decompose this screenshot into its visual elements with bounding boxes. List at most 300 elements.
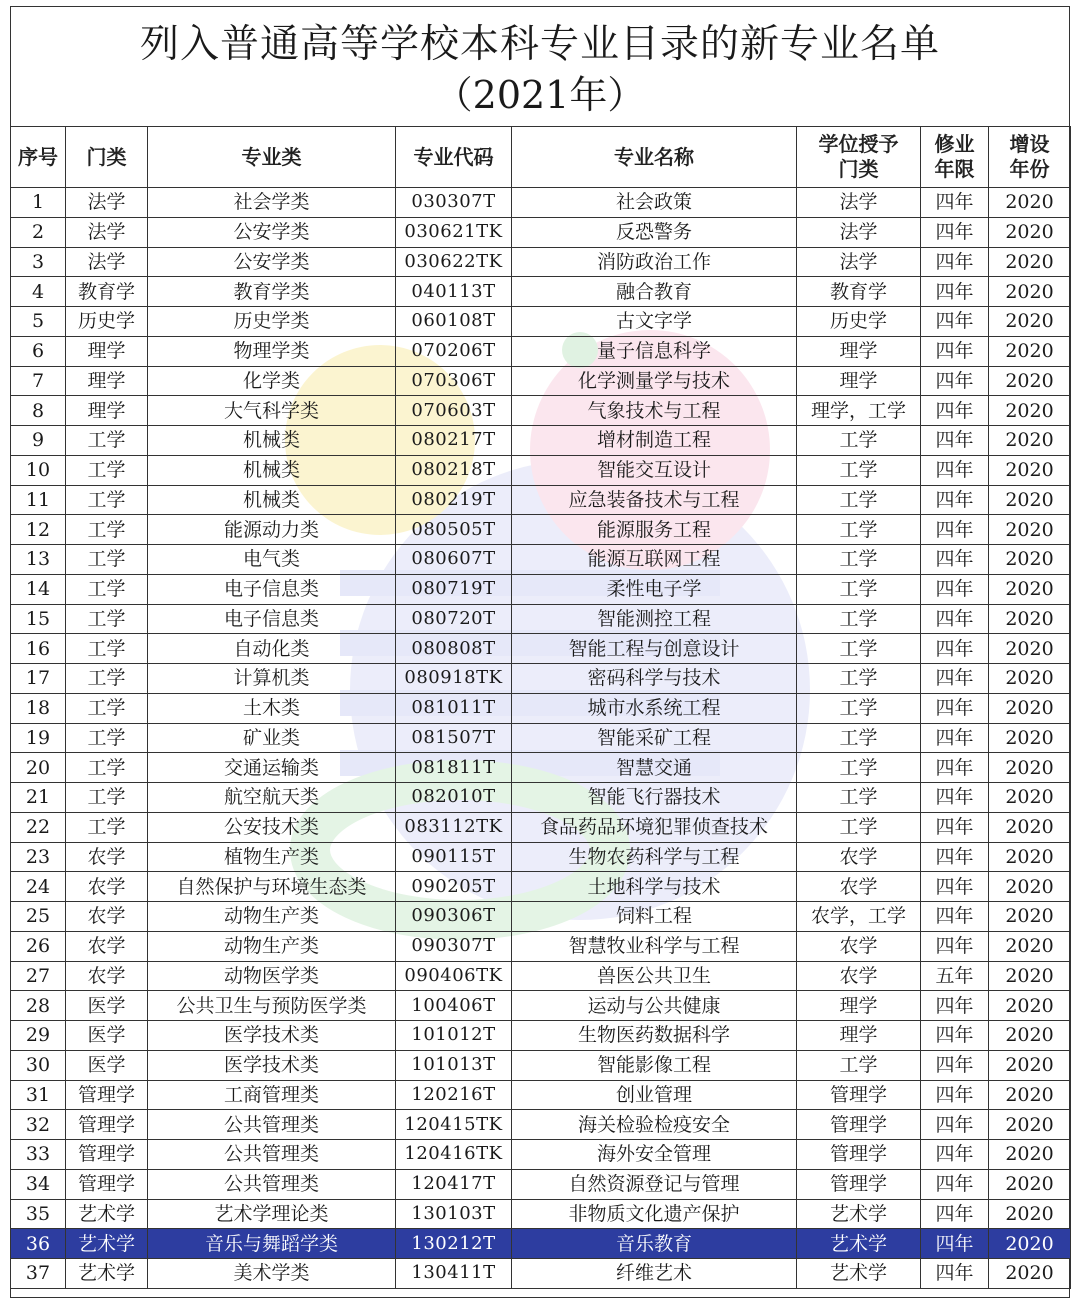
cell-seq: 25 bbox=[11, 902, 66, 932]
table-row bbox=[11, 1140, 1071, 1170]
cell-major-class: 动物生产类 bbox=[148, 931, 396, 961]
cell-major-class: 动物医学类 bbox=[148, 961, 396, 991]
cell-code: 081011T bbox=[396, 693, 512, 723]
cell-degree: 法学 bbox=[797, 247, 921, 277]
cell-seq: 33 bbox=[11, 1140, 66, 1170]
cell-code: 070306T bbox=[396, 366, 512, 396]
cell-major-class: 医学技术类 bbox=[148, 1050, 396, 1080]
cell-code: 080218T bbox=[396, 455, 512, 485]
cell-seq: 28 bbox=[11, 991, 66, 1021]
cell-major-class: 医学技术类 bbox=[148, 1021, 396, 1051]
cell-years: 四年 bbox=[921, 455, 989, 485]
cell-added: 2020 bbox=[989, 931, 1071, 961]
cell-major-class: 机械类 bbox=[148, 455, 396, 485]
cell-years: 四年 bbox=[921, 1080, 989, 1110]
cell-seq: 9 bbox=[11, 426, 66, 456]
page-subtitle: （2021年） bbox=[434, 73, 646, 117]
cell-years: 五年 bbox=[921, 961, 989, 991]
cell-code: 083112TK bbox=[396, 812, 512, 842]
cell-degree: 理学，工学 bbox=[797, 396, 921, 426]
cell-years: 四年 bbox=[921, 634, 989, 664]
cell-name: 创业管理 bbox=[512, 1080, 797, 1110]
cell-added: 2020 bbox=[989, 307, 1071, 337]
cell-added: 2020 bbox=[989, 366, 1071, 396]
cell-seq: 36 bbox=[11, 1229, 66, 1259]
cell-degree: 农学，工学 bbox=[797, 902, 921, 932]
cell-seq: 5 bbox=[11, 307, 66, 337]
table-row bbox=[11, 812, 1071, 842]
table-row bbox=[11, 1050, 1071, 1080]
cell-degree: 艺术学 bbox=[797, 1229, 921, 1259]
cell-seq: 11 bbox=[11, 485, 66, 515]
cell-category: 管理学 bbox=[66, 1169, 148, 1199]
cell-code: 130212T bbox=[396, 1229, 512, 1259]
cell-code: 130103T bbox=[396, 1199, 512, 1229]
cell-added: 2020 bbox=[989, 961, 1071, 991]
cell-years: 四年 bbox=[921, 842, 989, 872]
cell-category: 医学 bbox=[66, 1050, 148, 1080]
cell-degree: 教育学 bbox=[797, 277, 921, 307]
cell-added: 2020 bbox=[989, 753, 1071, 783]
cell-name: 食品药品环境犯罪侦查技术 bbox=[512, 812, 797, 842]
cell-added: 2020 bbox=[989, 1169, 1071, 1199]
cell-seq: 31 bbox=[11, 1080, 66, 1110]
table-row bbox=[11, 753, 1071, 783]
table-row bbox=[11, 931, 1071, 961]
cell-category: 工学 bbox=[66, 693, 148, 723]
cell-category: 工学 bbox=[66, 574, 148, 604]
cell-code: 101012T bbox=[396, 1021, 512, 1051]
cell-major-class: 物理学类 bbox=[148, 336, 396, 366]
cell-category: 历史学 bbox=[66, 307, 148, 337]
cell-name: 海外安全管理 bbox=[512, 1140, 797, 1170]
cell-seq: 20 bbox=[11, 753, 66, 783]
cell-degree: 工学 bbox=[797, 812, 921, 842]
cell-major-class: 矿业类 bbox=[148, 723, 396, 753]
cell-major-class: 机械类 bbox=[148, 426, 396, 456]
cell-degree: 管理学 bbox=[797, 1169, 921, 1199]
cell-years: 四年 bbox=[921, 426, 989, 456]
cell-major-class: 教育学类 bbox=[148, 277, 396, 307]
table-row bbox=[11, 783, 1071, 813]
cell-code: 130411T bbox=[396, 1259, 512, 1289]
cell-years: 四年 bbox=[921, 693, 989, 723]
header-code: 专业代码 bbox=[396, 127, 512, 188]
cell-name: 智能飞行器技术 bbox=[512, 783, 797, 813]
cell-added: 2020 bbox=[989, 277, 1071, 307]
cell-added: 2020 bbox=[989, 991, 1071, 1021]
cell-category: 理学 bbox=[66, 366, 148, 396]
cell-years: 四年 bbox=[921, 664, 989, 694]
cell-seq: 13 bbox=[11, 545, 66, 575]
cell-name: 运动与公共健康 bbox=[512, 991, 797, 1021]
cell-major-class: 电子信息类 bbox=[148, 604, 396, 634]
cell-name: 智能采矿工程 bbox=[512, 723, 797, 753]
cell-added: 2020 bbox=[989, 545, 1071, 575]
cell-added: 2020 bbox=[989, 1050, 1071, 1080]
cell-major-class: 土木类 bbox=[148, 693, 396, 723]
cell-added: 2020 bbox=[989, 783, 1071, 813]
cell-category: 管理学 bbox=[66, 1110, 148, 1140]
cell-degree: 工学 bbox=[797, 426, 921, 456]
cell-name: 饲料工程 bbox=[512, 902, 797, 932]
cell-added: 2020 bbox=[989, 1021, 1071, 1051]
cell-name: 自然资源登记与管理 bbox=[512, 1169, 797, 1199]
table-row bbox=[11, 842, 1071, 872]
cell-category: 工学 bbox=[66, 664, 148, 694]
cell-seq: 23 bbox=[11, 842, 66, 872]
cell-degree: 工学 bbox=[797, 723, 921, 753]
cell-category: 艺术学 bbox=[66, 1259, 148, 1289]
cell-category: 管理学 bbox=[66, 1140, 148, 1170]
cell-name: 能源互联网工程 bbox=[512, 545, 797, 575]
cell-added: 2020 bbox=[989, 1259, 1071, 1289]
cell-degree: 工学 bbox=[797, 783, 921, 813]
cell-category: 工学 bbox=[66, 723, 148, 753]
cell-seq: 21 bbox=[11, 783, 66, 813]
cell-code: 090205T bbox=[396, 872, 512, 902]
cell-category: 工学 bbox=[66, 455, 148, 485]
cell-seq: 27 bbox=[11, 961, 66, 991]
cell-degree: 农学 bbox=[797, 872, 921, 902]
table-row bbox=[11, 515, 1071, 545]
cell-seq: 6 bbox=[11, 336, 66, 366]
cell-years: 四年 bbox=[921, 931, 989, 961]
cell-name: 反恐警务 bbox=[512, 217, 797, 247]
table-row bbox=[11, 1199, 1071, 1229]
cell-name: 气象技术与工程 bbox=[512, 396, 797, 426]
cell-years: 四年 bbox=[921, 336, 989, 366]
cell-name: 柔性电子学 bbox=[512, 574, 797, 604]
cell-code: 090306T bbox=[396, 902, 512, 932]
table-row bbox=[11, 277, 1071, 307]
cell-degree: 工学 bbox=[797, 634, 921, 664]
cell-degree: 工学 bbox=[797, 604, 921, 634]
cell-major-class: 公安技术类 bbox=[148, 812, 396, 842]
cell-years: 四年 bbox=[921, 247, 989, 277]
cell-major-class: 航空航天类 bbox=[148, 783, 396, 813]
table-row bbox=[11, 188, 1071, 218]
cell-code: 081507T bbox=[396, 723, 512, 753]
cell-code: 120416TK bbox=[396, 1140, 512, 1170]
cell-years: 四年 bbox=[921, 1169, 989, 1199]
table-row bbox=[11, 1229, 1071, 1259]
cell-years: 四年 bbox=[921, 1259, 989, 1289]
cell-degree: 工学 bbox=[797, 693, 921, 723]
cell-years: 四年 bbox=[921, 307, 989, 337]
cell-added: 2020 bbox=[989, 188, 1071, 218]
cell-category: 医学 bbox=[66, 991, 148, 1021]
cell-category: 农学 bbox=[66, 902, 148, 932]
cell-added: 2020 bbox=[989, 1199, 1071, 1229]
cell-category: 工学 bbox=[66, 604, 148, 634]
cell-name: 城市水系统工程 bbox=[512, 693, 797, 723]
cell-added: 2020 bbox=[989, 872, 1071, 902]
cell-degree: 农学 bbox=[797, 842, 921, 872]
cell-added: 2020 bbox=[989, 664, 1071, 694]
cell-added: 2020 bbox=[989, 693, 1071, 723]
cell-major-class: 公共管理类 bbox=[148, 1140, 396, 1170]
cell-name: 增材制造工程 bbox=[512, 426, 797, 456]
cell-added: 2020 bbox=[989, 1140, 1071, 1170]
cell-added: 2020 bbox=[989, 574, 1071, 604]
header-major-class: 专业类 bbox=[148, 127, 396, 188]
table-row bbox=[11, 693, 1071, 723]
cell-degree: 工学 bbox=[797, 574, 921, 604]
cell-years: 四年 bbox=[921, 1199, 989, 1229]
cell-major-class: 机械类 bbox=[148, 485, 396, 515]
cell-major-class: 植物生产类 bbox=[148, 842, 396, 872]
cell-code: 080219T bbox=[396, 485, 512, 515]
cell-degree: 理学 bbox=[797, 1021, 921, 1051]
cell-years: 四年 bbox=[921, 277, 989, 307]
table-row bbox=[11, 902, 1071, 932]
cell-category: 理学 bbox=[66, 336, 148, 366]
cell-seq: 15 bbox=[11, 604, 66, 634]
cell-years: 四年 bbox=[921, 872, 989, 902]
cell-years: 四年 bbox=[921, 604, 989, 634]
cell-added: 2020 bbox=[989, 1080, 1071, 1110]
cell-code: 080918TK bbox=[396, 664, 512, 694]
cell-name: 应急装备技术与工程 bbox=[512, 485, 797, 515]
cell-seq: 7 bbox=[11, 366, 66, 396]
cell-code: 120216T bbox=[396, 1080, 512, 1110]
cell-name: 智能工程与创意设计 bbox=[512, 634, 797, 664]
cell-years: 四年 bbox=[921, 574, 989, 604]
page-title: 列入普通高等学校本科专业目录的新专业名单 bbox=[139, 22, 940, 67]
cell-added: 2020 bbox=[989, 842, 1071, 872]
cell-added: 2020 bbox=[989, 1110, 1071, 1140]
cell-major-class: 历史学类 bbox=[148, 307, 396, 337]
cell-major-class: 公共卫生与预防医学类 bbox=[148, 991, 396, 1021]
cell-category: 农学 bbox=[66, 961, 148, 991]
cell-name: 智慧交通 bbox=[512, 753, 797, 783]
cell-seq: 2 bbox=[11, 217, 66, 247]
cell-seq: 22 bbox=[11, 812, 66, 842]
cell-name: 音乐教育 bbox=[512, 1229, 797, 1259]
cell-name: 纤维艺术 bbox=[512, 1259, 797, 1289]
table-row bbox=[11, 545, 1071, 575]
cell-seq: 34 bbox=[11, 1169, 66, 1199]
cell-name: 消防政治工作 bbox=[512, 247, 797, 277]
cell-years: 四年 bbox=[921, 902, 989, 932]
cell-name: 生物医药数据科学 bbox=[512, 1021, 797, 1051]
cell-seq: 1 bbox=[11, 188, 66, 218]
cell-category: 工学 bbox=[66, 545, 148, 575]
cell-seq: 14 bbox=[11, 574, 66, 604]
header-added: 增设 年份 bbox=[989, 127, 1071, 188]
cell-seq: 18 bbox=[11, 693, 66, 723]
cell-major-class: 化学类 bbox=[148, 366, 396, 396]
cell-code: 080808T bbox=[396, 634, 512, 664]
cell-degree: 工学 bbox=[797, 753, 921, 783]
cell-degree: 工学 bbox=[797, 485, 921, 515]
cell-major-class: 自然保护与环境生态类 bbox=[148, 872, 396, 902]
cell-degree: 理学 bbox=[797, 366, 921, 396]
table-row bbox=[11, 1169, 1071, 1199]
cell-category: 工学 bbox=[66, 515, 148, 545]
table-row bbox=[11, 634, 1071, 664]
cell-name: 融合教育 bbox=[512, 277, 797, 307]
cell-name: 化学测量学与技术 bbox=[512, 366, 797, 396]
cell-degree: 艺术学 bbox=[797, 1199, 921, 1229]
cell-code: 120415TK bbox=[396, 1110, 512, 1140]
cell-seq: 26 bbox=[11, 931, 66, 961]
cell-category: 工学 bbox=[66, 485, 148, 515]
cell-category: 艺术学 bbox=[66, 1199, 148, 1229]
table-row bbox=[11, 485, 1071, 515]
cell-added: 2020 bbox=[989, 336, 1071, 366]
cell-code: 082010T bbox=[396, 783, 512, 813]
cell-code: 080719T bbox=[396, 574, 512, 604]
cell-years: 四年 bbox=[921, 753, 989, 783]
cell-added: 2020 bbox=[989, 902, 1071, 932]
header-degree: 学位授予 门类 bbox=[797, 127, 921, 188]
cell-degree: 管理学 bbox=[797, 1110, 921, 1140]
cell-name: 密码科学与技术 bbox=[512, 664, 797, 694]
cell-major-class: 大气科学类 bbox=[148, 396, 396, 426]
cell-added: 2020 bbox=[989, 1229, 1071, 1259]
cell-code: 081811T bbox=[396, 753, 512, 783]
cell-code: 120417T bbox=[396, 1169, 512, 1199]
table-row bbox=[11, 604, 1071, 634]
cell-seq: 16 bbox=[11, 634, 66, 664]
cell-major-class: 美术学类 bbox=[148, 1259, 396, 1289]
cell-years: 四年 bbox=[921, 545, 989, 575]
cell-major-class: 音乐与舞蹈学类 bbox=[148, 1229, 396, 1259]
cell-major-class: 工商管理类 bbox=[148, 1080, 396, 1110]
cell-degree: 法学 bbox=[797, 217, 921, 247]
cell-seq: 12 bbox=[11, 515, 66, 545]
table-row bbox=[11, 723, 1071, 753]
header-name: 专业名称 bbox=[512, 127, 797, 188]
cell-category: 法学 bbox=[66, 217, 148, 247]
cell-seq: 8 bbox=[11, 396, 66, 426]
cell-degree: 工学 bbox=[797, 664, 921, 694]
cell-code: 100406T bbox=[396, 991, 512, 1021]
cell-years: 四年 bbox=[921, 188, 989, 218]
cell-seq: 3 bbox=[11, 247, 66, 277]
cell-added: 2020 bbox=[989, 485, 1071, 515]
table-row bbox=[11, 247, 1071, 277]
cell-code: 080505T bbox=[396, 515, 512, 545]
cell-years: 四年 bbox=[921, 783, 989, 813]
cell-code: 070603T bbox=[396, 396, 512, 426]
cell-category: 工学 bbox=[66, 426, 148, 456]
cell-degree: 艺术学 bbox=[797, 1259, 921, 1289]
cell-name: 海关检验检疫安全 bbox=[512, 1110, 797, 1140]
table-row bbox=[11, 872, 1071, 902]
cell-name: 智能测控工程 bbox=[512, 604, 797, 634]
cell-years: 四年 bbox=[921, 1050, 989, 1080]
header-seq: 序号 bbox=[11, 127, 66, 188]
cell-degree: 工学 bbox=[797, 515, 921, 545]
cell-seq: 10 bbox=[11, 455, 66, 485]
cell-code: 090115T bbox=[396, 842, 512, 872]
cell-seq: 37 bbox=[11, 1259, 66, 1289]
cell-major-class: 公安学类 bbox=[148, 247, 396, 277]
table-row bbox=[11, 664, 1071, 694]
cell-name: 兽医公共卫生 bbox=[512, 961, 797, 991]
cell-added: 2020 bbox=[989, 812, 1071, 842]
cell-added: 2020 bbox=[989, 217, 1071, 247]
cell-major-class: 电气类 bbox=[148, 545, 396, 575]
cell-category: 工学 bbox=[66, 812, 148, 842]
cell-degree: 管理学 bbox=[797, 1080, 921, 1110]
table-row bbox=[11, 455, 1071, 485]
cell-years: 四年 bbox=[921, 723, 989, 753]
cell-major-class: 交通运输类 bbox=[148, 753, 396, 783]
cell-code: 101013T bbox=[396, 1050, 512, 1080]
cell-code: 090406TK bbox=[396, 961, 512, 991]
header-category: 门类 bbox=[66, 127, 148, 188]
cell-years: 四年 bbox=[921, 485, 989, 515]
table-row bbox=[11, 1021, 1071, 1051]
cell-category: 农学 bbox=[66, 931, 148, 961]
cell-degree: 工学 bbox=[797, 1050, 921, 1080]
table-row bbox=[11, 961, 1071, 991]
cell-added: 2020 bbox=[989, 604, 1071, 634]
cell-name: 土地科学与技术 bbox=[512, 872, 797, 902]
cell-category: 医学 bbox=[66, 1021, 148, 1051]
cell-added: 2020 bbox=[989, 247, 1071, 277]
cell-category: 法学 bbox=[66, 247, 148, 277]
cell-major-class: 社会学类 bbox=[148, 188, 396, 218]
cell-seq: 24 bbox=[11, 872, 66, 902]
cell-category: 工学 bbox=[66, 634, 148, 664]
cell-degree: 理学 bbox=[797, 336, 921, 366]
cell-years: 四年 bbox=[921, 515, 989, 545]
table-row bbox=[11, 396, 1071, 426]
cell-code: 030307T bbox=[396, 188, 512, 218]
table-row bbox=[11, 307, 1071, 337]
cell-name: 智慧牧业科学与工程 bbox=[512, 931, 797, 961]
table-row bbox=[11, 336, 1071, 366]
majors-table bbox=[10, 126, 1071, 1289]
cell-major-class: 计算机类 bbox=[148, 664, 396, 694]
cell-name: 能源服务工程 bbox=[512, 515, 797, 545]
table-row bbox=[11, 366, 1071, 396]
cell-code: 070206T bbox=[396, 336, 512, 366]
cell-added: 2020 bbox=[989, 396, 1071, 426]
cell-seq: 32 bbox=[11, 1110, 66, 1140]
cell-years: 四年 bbox=[921, 1140, 989, 1170]
header-years: 修业 年限 bbox=[921, 127, 989, 188]
cell-name: 生物农药科学与工程 bbox=[512, 842, 797, 872]
cell-degree: 农学 bbox=[797, 961, 921, 991]
cell-code: 080720T bbox=[396, 604, 512, 634]
cell-seq: 19 bbox=[11, 723, 66, 753]
cell-degree: 管理学 bbox=[797, 1140, 921, 1170]
cell-major-class: 动物生产类 bbox=[148, 902, 396, 932]
cell-category: 农学 bbox=[66, 842, 148, 872]
cell-years: 四年 bbox=[921, 1229, 989, 1259]
cell-major-class: 艺术学理论类 bbox=[148, 1199, 396, 1229]
cell-code: 080607T bbox=[396, 545, 512, 575]
cell-code: 040113T bbox=[396, 277, 512, 307]
cell-seq: 29 bbox=[11, 1021, 66, 1051]
cell-degree: 历史学 bbox=[797, 307, 921, 337]
cell-seq: 30 bbox=[11, 1050, 66, 1080]
cell-category: 农学 bbox=[66, 872, 148, 902]
cell-name: 智能交互设计 bbox=[512, 455, 797, 485]
table-row bbox=[11, 1080, 1071, 1110]
cell-years: 四年 bbox=[921, 812, 989, 842]
cell-added: 2020 bbox=[989, 455, 1071, 485]
cell-major-class: 公共管理类 bbox=[148, 1110, 396, 1140]
cell-major-class: 自动化类 bbox=[148, 634, 396, 664]
cell-code: 090307T bbox=[396, 931, 512, 961]
